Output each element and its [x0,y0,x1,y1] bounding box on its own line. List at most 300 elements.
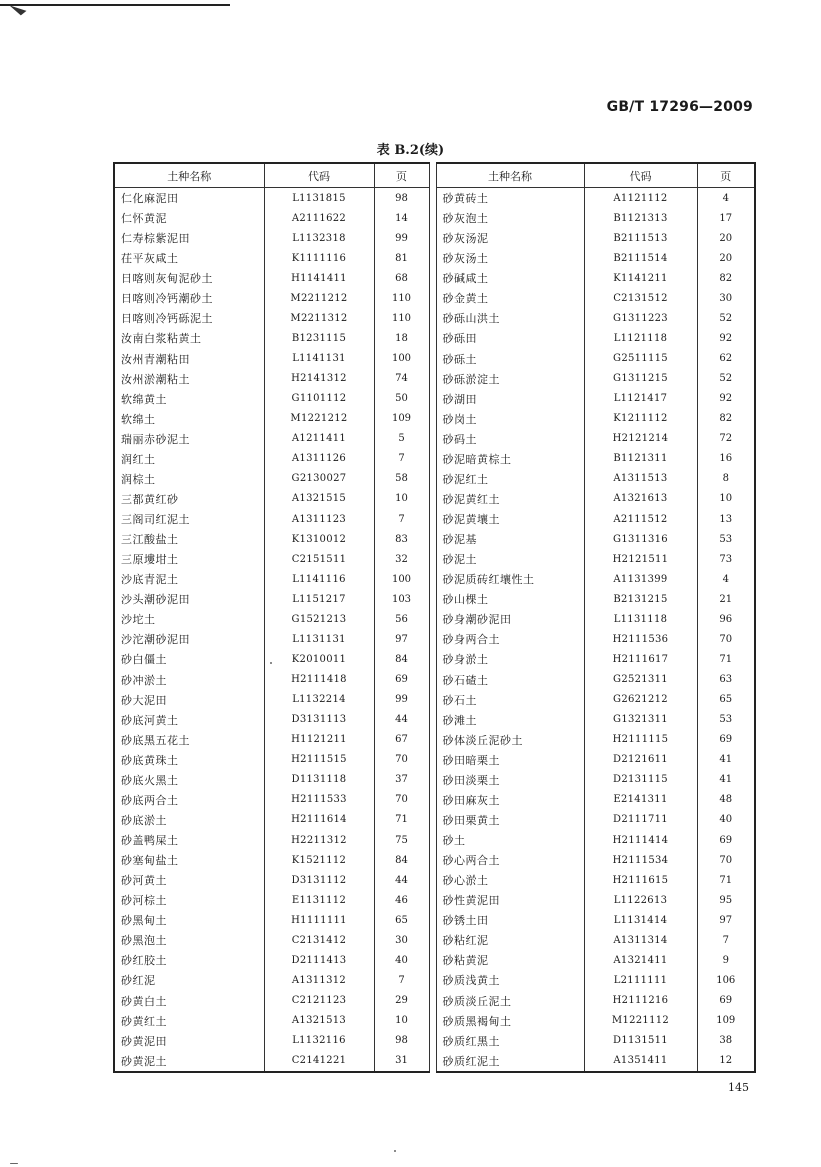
page-ref-cell: 68 [374,268,429,288]
table-row [114,208,429,228]
soil-code-cell: A1311123 [264,509,374,529]
soil-code-cell: L2111111 [584,970,697,990]
soil-name-cell: 砂底黄珠土 [114,750,264,770]
scan-speck [394,1150,396,1152]
soil-name-cell: 汝州淤潮粘土 [114,369,264,389]
soil-code-cell: D3131112 [264,870,374,890]
page-ref-cell: 16 [697,449,755,469]
table-row [436,850,755,870]
soil-name-cell: 砂黄砖土 [436,188,584,209]
soil-code-cell: L1141131 [264,349,374,369]
page-ref-cell: 72 [697,429,755,449]
page-ref-cell: 38 [697,1031,755,1051]
soil-code-cell: B2131215 [584,589,697,609]
soil-name-cell: 砂黑甸土 [114,910,264,930]
soil-code-cell: D2111413 [264,950,374,970]
soil-name-cell: 砂石土 [436,690,584,710]
soil-name-cell: 砂性黄泥田 [436,890,584,910]
soil-name-cell: 砂河棕土 [114,890,264,910]
soil-code-cell: L1131414 [584,910,697,930]
soil-code-cell: L1141116 [264,569,374,589]
page-ref-cell: 7 [374,509,429,529]
column-header-page: 页 [697,163,755,188]
soil-name-cell: 润棕土 [114,469,264,489]
soil-code-cell: A2111622 [264,208,374,228]
table-row [436,529,755,549]
soil-code-cell: L1132214 [264,690,374,710]
page-ref-cell: 62 [697,349,755,369]
soil-code-cell: A1321411 [584,950,697,970]
table-row [114,389,429,409]
soil-code-cell: L1132318 [264,228,374,248]
page-ref-cell: 53 [697,710,755,730]
page-ref-cell: 110 [374,308,429,328]
column-header-name: 土种名称 [114,163,264,188]
soil-code-cell: M2211212 [264,288,374,308]
page-ref-cell: 10 [374,489,429,509]
soil-name-cell: 砂黄泥田 [114,1031,264,1051]
table-row [436,710,755,730]
soil-name-cell: 砂锈土田 [436,910,584,930]
soil-name-cell: 砂砾田 [436,328,584,348]
soil-name-cell: 砂质红泥土 [436,1051,584,1072]
soil-code-cell: B2111514 [584,248,697,268]
soil-code-cell: G2511115 [584,349,697,369]
soil-code-cell: H1111111 [264,910,374,930]
table-row [436,770,755,790]
table-row [436,549,755,569]
page-ref-cell: 44 [374,710,429,730]
soil-name-cell: 砂质浅黄土 [436,970,584,990]
soil-code-cell: C2151511 [264,549,374,569]
table-row [436,248,755,268]
page-ref-cell: 67 [374,730,429,750]
table-row [114,850,429,870]
table-row [436,569,755,589]
page-ref-cell: 40 [697,810,755,830]
table-row [436,469,755,489]
soil-code-cell: G1321311 [584,710,697,730]
soil-code-cell: M1221112 [584,1011,697,1031]
soil-name-cell: 砂大泥田 [114,690,264,710]
soil-name-cell: 砂盖鸭屎土 [114,830,264,850]
soil-code-cell: H2111615 [584,870,697,890]
page-ref-cell: 4 [697,188,755,209]
page-ref-cell: 41 [697,750,755,770]
page-ref-cell: 5 [374,429,429,449]
soil-name-cell: 仁化麻泥田 [114,188,264,209]
page-ref-cell: 9 [697,950,755,970]
soil-code-cell: L1122613 [584,890,697,910]
soil-name-cell: 砂塞甸盐土 [114,850,264,870]
scan-edge-line [0,4,230,6]
soil-name-cell: 砂石碴土 [436,670,584,690]
soil-code-cell: B1121311 [584,449,697,469]
page-ref-cell: 98 [374,1031,429,1051]
table-row [436,810,755,830]
soil-name-cell: 砂质淡丘泥土 [436,991,584,1011]
soil-name-cell: 砂红胶土 [114,950,264,970]
soil-code-cell: A1351411 [584,1051,697,1072]
table-row [114,810,429,830]
table-row [436,609,755,629]
table-row [436,750,755,770]
page-number: 145 [728,1081,749,1094]
soil-code-cell: D2111711 [584,810,697,830]
page-ref-cell: 40 [374,950,429,970]
table-row [114,890,429,910]
page-ref-cell: 56 [374,609,429,629]
soil-code-cell: E1131112 [264,890,374,910]
table-row [114,248,429,268]
table-row [436,991,755,1011]
table-row [114,308,429,328]
soil-code-cell: G1311215 [584,369,697,389]
table-row [436,910,755,930]
page-ref-cell: 97 [697,910,755,930]
soil-code-cell: H1141411 [264,268,374,288]
table-row [436,1051,755,1072]
page-ref-cell: 7 [374,970,429,990]
soil-name-cell: 砂岗土 [436,409,584,429]
table-row [114,790,429,810]
page-ref-cell: 103 [374,589,429,609]
soil-code-cell: B1231115 [264,328,374,348]
page-ref-cell: 18 [374,328,429,348]
soil-name-cell: 砂灰汤土 [436,248,584,268]
table-row [114,910,429,930]
soil-code-cell: H2111617 [584,649,697,669]
soil-code-cell: G2521311 [584,670,697,690]
soil-name-cell: 砂泥基 [436,529,584,549]
table-row [436,268,755,288]
page-ref-cell: 7 [374,449,429,469]
page-ref-cell: 84 [374,850,429,870]
page-ref-cell: 70 [697,850,755,870]
soil-name-cell: 砂泥暗黄棕土 [436,449,584,469]
table-row [436,649,755,669]
table-row [114,750,429,770]
soil-code-cell: G1521213 [264,609,374,629]
soil-name-cell: 砂湖田 [436,389,584,409]
soil-code-cell: L1121118 [584,328,697,348]
soil-index-tables [113,162,753,1073]
soil-code-cell: D1131118 [264,770,374,790]
page-ref-cell: 82 [697,268,755,288]
soil-name-cell: 沙头潮砂泥田 [114,589,264,609]
soil-code-cell: D2131115 [584,770,697,790]
soil-name-cell: 沙沱潮砂泥田 [114,629,264,649]
soil-code-cell: H2111115 [584,730,697,750]
soil-code-cell: G1311316 [584,529,697,549]
table-row [114,429,429,449]
soil-code-cell: K1211112 [584,409,697,429]
soil-name-cell: 砂码土 [436,429,584,449]
soil-name-cell: 砂泥土 [436,549,584,569]
page-ref-cell: 63 [697,670,755,690]
table-row [114,489,429,509]
soil-code-cell: H2111414 [584,830,697,850]
page-ref-cell: 81 [374,248,429,268]
page-ref-cell: 99 [374,690,429,710]
table-row [114,1051,429,1072]
soil-name-cell: 砂砾山洪土 [436,308,584,328]
page-ref-cell: 14 [374,208,429,228]
soil-name-cell: 砂山棵土 [436,589,584,609]
soil-code-cell: K1141211 [584,268,697,288]
soil-name-cell: 砂碱咸土 [436,268,584,288]
page-ref-cell: 71 [697,649,755,669]
soil-name-cell: 砂砾淤淀土 [436,369,584,389]
soil-name-cell: 砂黄红土 [114,1011,264,1031]
page-ref-cell: 44 [374,870,429,890]
page-ref-cell: 20 [697,228,755,248]
table-row [436,950,755,970]
soil-code-cell: D1131511 [584,1031,697,1051]
soil-name-cell: 汝南白浆粘黄土 [114,328,264,348]
table-row [436,208,755,228]
page-ref-cell: 92 [697,328,755,348]
soil-name-cell: 砂心两合土 [436,850,584,870]
soil-name-cell: 砂灰泡土 [436,208,584,228]
soil-name-cell: 砂泥红土 [436,469,584,489]
soil-code-cell: A1121112 [584,188,697,209]
table-row [436,449,755,469]
page-ref-cell: 70 [374,790,429,810]
table-row [114,288,429,308]
page-ref-cell: 17 [697,208,755,228]
table-row [114,609,429,629]
page-ref-cell: 65 [697,690,755,710]
page-ref-cell: 21 [697,589,755,609]
page-ref-cell: 4 [697,569,755,589]
page-ref-cell: 31 [374,1051,429,1072]
page-ref-cell: 46 [374,890,429,910]
table-row [114,469,429,489]
soil-name-cell: 砂土 [436,830,584,850]
table-row [114,1011,429,1031]
table-row [114,369,429,389]
table-row [436,1011,755,1031]
soil-name-cell: 砂底两合土 [114,790,264,810]
soil-name-cell: 砂田暗栗土 [436,750,584,770]
soil-code-cell: A1321515 [264,489,374,509]
table-row [436,369,755,389]
soil-name-cell: 砂泥黄红土 [436,489,584,509]
page-ref-cell: 70 [697,629,755,649]
soil-name-cell: 日喀则冷钙砾泥土 [114,308,264,328]
soil-code-cell: H2111418 [264,670,374,690]
table-row [114,449,429,469]
table-row [114,509,429,529]
table-row [114,188,429,209]
page-ref-cell: 92 [697,389,755,409]
table-row [114,830,429,850]
page-ref-cell: 75 [374,830,429,850]
table-row [114,569,429,589]
soil-code-cell: G2621212 [584,690,697,710]
table-row [436,930,755,950]
page-ref-cell: 30 [697,288,755,308]
page-ref-cell: 69 [697,730,755,750]
soil-code-cell: C2131412 [264,930,374,950]
table-row [436,970,755,990]
soil-code-cell: A2111512 [584,509,697,529]
soil-code-cell: K2010011 [264,649,374,669]
table-row [436,670,755,690]
soil-code-cell: A1321513 [264,1011,374,1031]
table-row [114,950,429,970]
page-ref-cell: 53 [697,529,755,549]
page-ref-cell: 69 [697,830,755,850]
soil-name-cell: 仁寿棕紫泥田 [114,228,264,248]
soil-code-cell: K1111116 [264,248,374,268]
table-row [436,870,755,890]
soil-code-cell: A1321613 [584,489,697,509]
soil-name-cell: 砂粘红泥 [436,930,584,950]
soil-code-cell: L1131815 [264,188,374,209]
soil-name-cell: 砂黑泡土 [114,930,264,950]
page-ref-cell: 70 [374,750,429,770]
page-ref-cell: 10 [374,1011,429,1031]
table-row [114,670,429,690]
page-ref-cell: 50 [374,389,429,409]
soil-code-cell: L1132116 [264,1031,374,1051]
soil-name-cell: 砂冲淤土 [114,670,264,690]
table-row [436,629,755,649]
table-row [436,1031,755,1051]
table-row [114,409,429,429]
page-ref-cell: 13 [697,509,755,529]
soil-name-cell: 砂心淤土 [436,870,584,890]
table-row [436,790,755,810]
soil-code-cell: H2121214 [584,429,697,449]
page-ref-cell: 8 [697,469,755,489]
page-ref-cell: 37 [374,770,429,790]
soil-code-cell: A1311312 [264,970,374,990]
soil-name-cell: 砂灰汤泥 [436,228,584,248]
soil-name-cell: 砂质黑褐甸土 [436,1011,584,1031]
page-ref-cell: 30 [374,930,429,950]
table-row [114,529,429,549]
table-row [436,409,755,429]
page-ref-cell: 74 [374,369,429,389]
page-ref-cell: 71 [374,810,429,830]
soil-name-cell: 砂滩土 [436,710,584,730]
soil-name-cell: 砂白僵土 [114,649,264,669]
soil-name-cell: 三都黄红砂 [114,489,264,509]
table-row [114,991,429,1011]
page-ref-cell: 97 [374,629,429,649]
page-ref-cell: 41 [697,770,755,790]
page-ref-cell: 83 [374,529,429,549]
soil-name-cell: 砂泥黄壤土 [436,509,584,529]
soil-code-cell: B1121313 [584,208,697,228]
soil-code-cell: G1311223 [584,308,697,328]
standard-code-header: GB/T 17296—2009 [606,99,753,115]
column-header-page: 页 [374,163,429,188]
soil-code-cell: H2211312 [264,830,374,850]
soil-name-cell: 砂身淤土 [436,649,584,669]
soil-code-cell: A1131399 [584,569,697,589]
page-ref-cell: 106 [697,970,755,990]
table-row [114,328,429,348]
page-ref-cell: 110 [374,288,429,308]
soil-code-cell: B2111513 [584,228,697,248]
soil-name-cell: 三阁司红泥土 [114,509,264,529]
soil-code-cell: H2111536 [584,629,697,649]
soil-code-cell: G2130027 [264,469,374,489]
soil-code-cell: A1211411 [264,429,374,449]
soil-code-cell: E2141311 [584,790,697,810]
page-ref-cell: 29 [374,991,429,1011]
soil-name-cell: 砂黄白土 [114,991,264,1011]
soil-name-cell: 砂身两合土 [436,629,584,649]
soil-code-cell: H2121511 [584,549,697,569]
soil-name-cell: 砂金黄土 [436,288,584,308]
soil-name-cell: 三原塿坩土 [114,549,264,569]
soil-code-cell: K1310012 [264,529,374,549]
page-ref-cell: 69 [697,991,755,1011]
table-row [114,649,429,669]
column-header-name: 土种名称 [436,163,584,188]
page-ref-cell: 10 [697,489,755,509]
soil-code-cell: L1131131 [264,629,374,649]
soil-code-cell: L1151217 [264,589,374,609]
table-row [436,328,755,348]
scan-speck [270,662,272,664]
table-row [436,690,755,710]
page-ref-cell: 65 [374,910,429,930]
scan-corner-mark [8,5,27,16]
soil-name-cell: 砂身潮砂泥田 [436,609,584,629]
soil-name-cell: 砂河黄土 [114,870,264,890]
soil-name-cell: 三江酸盐土 [114,529,264,549]
soil-code-cell: H2111216 [584,991,697,1011]
page-ref-cell: 52 [697,369,755,389]
page-ref-cell: 7 [697,930,755,950]
table-row [114,589,429,609]
soil-name-cell: 砂底黑五花土 [114,730,264,750]
column-header-code: 代码 [264,163,374,188]
soil-code-cell: H2111614 [264,810,374,830]
table-row [436,509,755,529]
table-row [436,389,755,409]
table-row [114,549,429,569]
table-header-row [114,163,429,188]
soil-name-cell: 砂体淡丘泥砂土 [436,730,584,750]
table-row [114,870,429,890]
soil-code-cell: H2111534 [584,850,697,870]
soil-name-cell: 砂粘黄泥 [436,950,584,970]
page-ref-cell: 12 [697,1051,755,1072]
table-row [436,730,755,750]
table-row [114,1031,429,1051]
table-row [436,489,755,509]
table-row [436,429,755,449]
table-row [114,930,429,950]
table-row [114,730,429,750]
soil-name-cell: 砂底淤土 [114,810,264,830]
table-row [436,308,755,328]
page-ref-cell: 99 [374,228,429,248]
page-ref-cell: 98 [374,188,429,209]
page-ref-cell: 69 [374,670,429,690]
table-row [114,690,429,710]
table-row [436,830,755,850]
soil-name-cell: 沙底青泥土 [114,569,264,589]
scan-speck [10,1163,18,1164]
